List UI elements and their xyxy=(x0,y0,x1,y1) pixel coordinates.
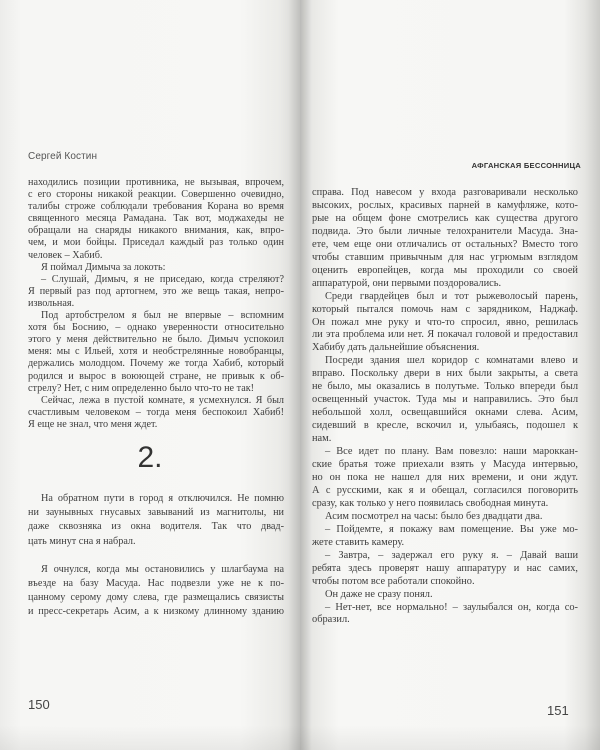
text-line: ребята здесь проверят нашу аппаратуру и нас самих, xyxy=(312,562,578,574)
text-line: находились позиции противника, не вызывая, впрочем, xyxy=(28,177,284,188)
running-head-title: АФГАНСКАЯ БЕССОННИЦА xyxy=(471,161,581,170)
text-line: ские братья тоже приехали взять у Масуда интервью, xyxy=(312,459,578,471)
page-number-right: 151 xyxy=(547,703,569,718)
text-line: держались молодцом. Почему же тогда Хабиб, который xyxy=(28,358,284,370)
text-line: справа. Под навесом у входа разговаривали несколько xyxy=(312,187,578,198)
paragraph xyxy=(312,550,578,589)
paragraph xyxy=(312,511,578,524)
text-block-before-chapter xyxy=(28,177,284,431)
text-line: Хабибу дать дальнейшие объяснения. xyxy=(312,342,480,354)
running-head-author: Сергей Костин xyxy=(28,151,98,162)
text-line: Среди гвардейцев был и тот рыжеволосый парень, xyxy=(325,290,578,302)
text-line: извольная. xyxy=(28,297,75,309)
text-line: чтобы потом все работали спокойно. xyxy=(312,575,475,587)
spine-shadow xyxy=(288,0,312,750)
text-line: – Все идет по плану. Вам повезло: наши мароккан- xyxy=(325,446,578,458)
text-line: даже сквозняка из окна водителя. Так что двад- xyxy=(28,521,284,533)
text-line: образил. xyxy=(312,614,350,626)
paragraph xyxy=(28,492,284,549)
text-line: родился и вырос в воюющей стране, не привык к об- xyxy=(28,370,284,382)
paragraph xyxy=(312,446,578,511)
text-line: Под артобстрелом я был не впервые – вспомним xyxy=(41,310,284,322)
text-line: Я очнулся, когда мы остановились у шлагбаума на xyxy=(41,563,284,575)
text-line: – Слушай, Димыч, я не приседаю, когда стреляют? xyxy=(41,273,284,285)
text-line: освещенный участок. Туда мы и направились. Это был xyxy=(312,394,578,406)
text-line: ете, чем еще они отличались от остальных? Вместо того xyxy=(312,238,578,250)
paragraph xyxy=(312,355,578,446)
text-line: На обратном пути в город я отключился. Не помню xyxy=(41,493,284,504)
text-line: не было, мы оказались в полутьме. Только впереди был xyxy=(312,381,578,393)
text-line: небольшой холл, освещавшийся окнами слева. Асим, xyxy=(312,407,578,419)
paragraph xyxy=(312,291,578,356)
text-line: рые на общем фоне смотрелись как существа другого xyxy=(312,212,578,224)
text-line: Он даже не сразу понял. xyxy=(325,588,433,600)
paragraph xyxy=(28,563,284,620)
paragraph xyxy=(28,274,284,310)
text-line: нам. xyxy=(312,433,332,445)
text-line: сразу, как только у него появилась свободная минута. xyxy=(312,497,549,509)
text-line: меня: мы с Ильей, хотя и необстрелянные новобранцы, xyxy=(28,346,284,358)
text-line: человек – Хабиб. xyxy=(28,249,103,261)
text-line: Я еще не знал, что меня ждет. xyxy=(28,418,158,430)
text-line: цанному серому дому слева, где размещались связисты xyxy=(28,592,284,604)
text-line: – Завтра, – задержал его руку я. – Давай ваши xyxy=(325,549,578,561)
text-line: счастливым человеком – тогда меня беспокоил Хабиб! xyxy=(28,406,284,418)
text-line: ни заунывных гнусавых завываний из магнитолы, ни xyxy=(28,507,284,519)
text-line: стрелу? Нет, с ним определенно было что-то не так! xyxy=(28,382,255,394)
text-line: и пресс-секретарь Асим, а к низкому длинному зданию xyxy=(28,606,284,618)
text-line: подвида. Это были личные телохранители Масуда. Зна- xyxy=(312,225,578,237)
text-line: с его стороны никакой реакции. Совершенно очевидно, xyxy=(28,189,284,201)
text-line: А с русскими, как я и обещал, согласился поговорить xyxy=(312,484,578,496)
text-line: оценить европейцев, когда мы проходили со своей xyxy=(312,264,578,276)
text-line: – Пойдемте, я покажу вам помещение. Вы уже мо- xyxy=(325,523,578,535)
paragraph xyxy=(28,310,284,395)
text-line: этого у меня действительно не было. Димыч успокоил xyxy=(28,334,284,346)
paragraph xyxy=(28,395,284,431)
text-line: обращали на снаряды никакого внимания, как, впро- xyxy=(28,225,284,237)
text-line: – Нет-нет, все нормально! – заулыбался он, когда со- xyxy=(325,601,578,613)
text-line: Я первый раз под артогнем, это же вещь такая, непро- xyxy=(28,285,284,297)
text-line: Посреди здания шел коридор с комнатами влево и xyxy=(325,355,578,367)
paragraph xyxy=(28,177,284,262)
paragraph xyxy=(28,262,284,274)
text-line: но он пока не нашел для них времени, и они ждут. xyxy=(312,471,578,483)
chapter-number: 2. xyxy=(137,441,163,474)
text-line: чтобы ставшим привычным для нас угрюмым взглядом xyxy=(312,251,578,263)
paragraph xyxy=(312,524,578,550)
text-line: жете ставить камеру. xyxy=(312,536,405,548)
text-block-right xyxy=(312,187,578,627)
text-line: священного месяца Рамадана. Так вот, моджахеды не xyxy=(28,213,284,225)
text-line: хотя бы Боснию, – однако уверенности относительно xyxy=(28,322,284,334)
text-line: чем, и мои бойцы. Приседал каждый раз только один xyxy=(28,237,284,249)
text-line: высоких, рослых, красивых парней в камуфляже, кото- xyxy=(312,199,578,211)
text-line: въезде на базу Масуда. Нас подвезли уже не к по- xyxy=(28,578,284,590)
text-line: талибы строже соблюдали требования Корана во время xyxy=(28,201,284,213)
text-line: сидевший в кресле, вскочил и, улыбаясь, подошел к xyxy=(312,420,578,432)
page-bottom-shade xyxy=(0,725,600,750)
text-line: ли эта проблема или нет. Я покачал головой и предоставил xyxy=(312,329,578,341)
paragraph xyxy=(312,602,578,628)
text-line: цать минут сна я набрал. xyxy=(28,535,136,547)
text-line: который пытался помочь нам с зарядником, Наджаф. xyxy=(312,303,578,315)
text-block-after-chapter xyxy=(28,492,284,620)
text-line: вправо. Поскольку двери в них были закрыты, а света xyxy=(312,368,578,380)
paragraph xyxy=(312,187,578,291)
text-line: Я поймал Димыча за локоть: xyxy=(41,261,166,273)
text-line: Асим посмотрел на часы: было без двадцати два. xyxy=(325,510,543,522)
right-page xyxy=(300,0,600,750)
paragraph xyxy=(312,589,578,602)
page-number-left: 150 xyxy=(28,697,50,712)
text-line: Сейчас, лежа в пустой комнате, я усмехнулся. Я был xyxy=(41,394,284,406)
text-line: аппаратурой, они первыми поздоровались. xyxy=(312,277,502,289)
text-line: Он пожал мне руку и что-то спросил, явно, решилась xyxy=(312,316,578,328)
